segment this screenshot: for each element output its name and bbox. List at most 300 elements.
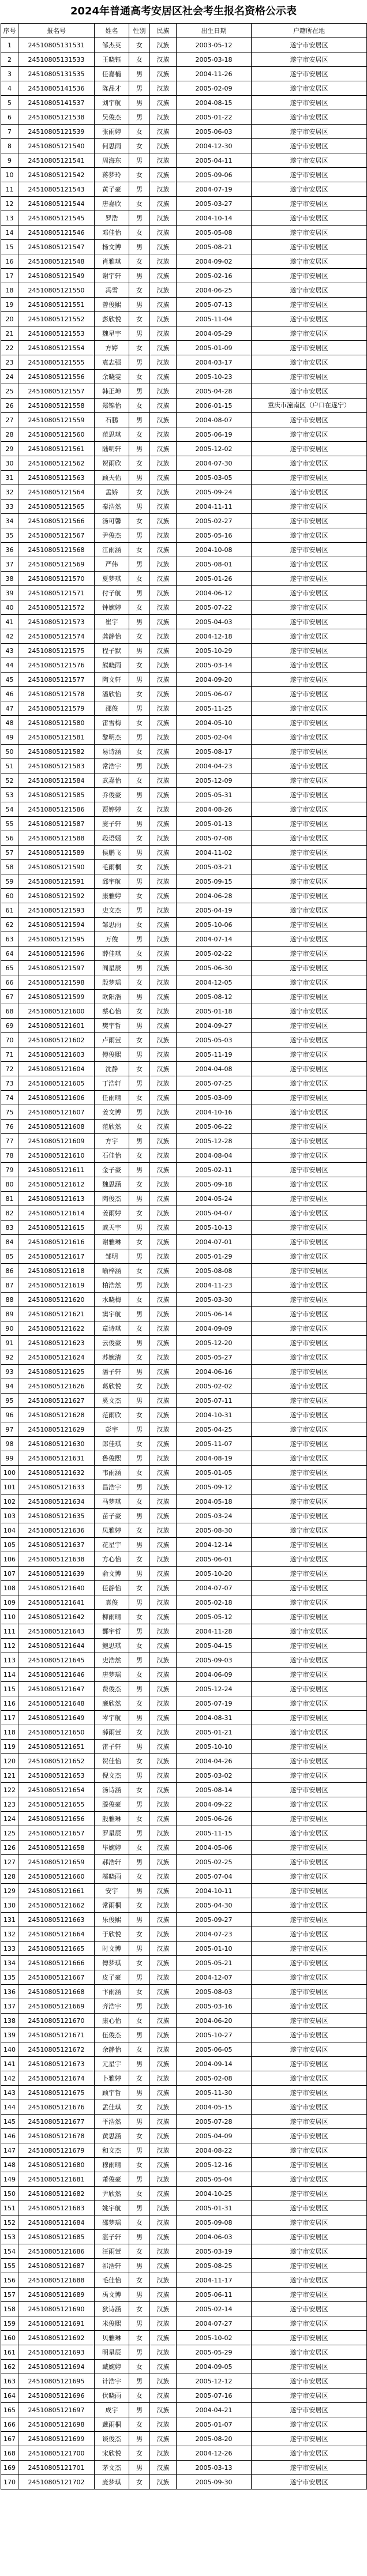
table-row — [1, 802, 367, 817]
household-location-cell: 遂宁市安居区 — [252, 831, 367, 846]
row-number-cell: 23 — [1, 355, 18, 370]
registration-number-cell: 24510805121563 — [18, 471, 95, 485]
row-number-cell: 110 — [1, 1610, 18, 1624]
ethnicity-cell: 汉族 — [150, 413, 177, 427]
household-location-cell: 遂宁市安居区 — [252, 2331, 367, 2345]
household-location-cell: 遂宁市安居区 — [252, 1105, 367, 1120]
ethnicity-cell: 汉族 — [150, 254, 177, 269]
gender-cell: 男 — [129, 1307, 150, 1321]
applicant-name-cell: 倪文杰 — [95, 1768, 129, 1783]
birth-date-cell: 2004-12-30 — [177, 139, 252, 153]
table-row — [1, 427, 367, 442]
gender-cell: 女 — [129, 1668, 150, 1682]
registration-number-cell: 24510805121554 — [18, 341, 95, 355]
household-location-cell: 遂宁市安居区 — [252, 1523, 367, 1538]
row-number-cell: 128 — [1, 1869, 18, 1884]
registration-number-cell: 24510805131531 — [18, 38, 95, 52]
birth-date-cell: 2004-10-11 — [177, 1884, 252, 1898]
ethnicity-cell: 汉族 — [150, 975, 177, 990]
applicant-name-cell: 萧俊豪 — [95, 2172, 129, 2187]
birth-date-cell: 2005-04-19 — [177, 903, 252, 918]
birth-date-cell: 2004-11-17 — [177, 2273, 252, 2288]
applicant-name-cell: 夏梦琪 — [95, 572, 129, 586]
gender-cell: 女 — [129, 1235, 150, 1249]
row-number-cell: 57 — [1, 846, 18, 860]
table-row — [1, 759, 367, 773]
ethnicity-cell: 汉族 — [150, 326, 177, 341]
birth-date-cell: 2005-02-02 — [177, 1379, 252, 1394]
table-row — [1, 975, 367, 990]
row-number-cell: 15 — [1, 240, 18, 254]
birth-date-cell: 2005-12-02 — [177, 442, 252, 456]
table-row — [1, 168, 367, 182]
household-location-cell: 遂宁市安居区 — [252, 1768, 367, 1783]
applicant-name-cell: 贾婷婷 — [95, 802, 129, 817]
table-row — [1, 2230, 367, 2244]
ethnicity-cell: 汉族 — [150, 312, 177, 326]
registration-number-cell: 24510805121566 — [18, 514, 95, 528]
birth-date-cell: 2004-08-15 — [177, 96, 252, 110]
household-location-cell: 遂宁市安居区 — [252, 2100, 367, 2115]
gender-cell: 男 — [129, 759, 150, 773]
applicant-name-cell: 秦浩然 — [95, 500, 129, 514]
row-number-cell: 168 — [1, 2446, 18, 2461]
registration-number-cell: 24510805121692 — [18, 2331, 95, 2345]
ethnicity-cell: 汉族 — [150, 1797, 177, 1812]
household-location-cell: 遂宁市安居区 — [252, 1163, 367, 1177]
gender-cell: 女 — [129, 2417, 150, 2432]
birth-date-cell: 2004-11-26 — [177, 67, 252, 81]
household-location-cell: 遂宁市安居区 — [252, 240, 367, 254]
ethnicity-cell: 汉族 — [150, 139, 177, 153]
gender-cell: 女 — [129, 1033, 150, 1047]
row-number-cell: 154 — [1, 2244, 18, 2259]
applicant-name-cell: 齐浩宇 — [95, 1999, 129, 2014]
row-number-cell: 74 — [1, 1091, 18, 1105]
gender-cell: 男 — [129, 413, 150, 427]
ethnicity-cell: 汉族 — [150, 1004, 177, 1019]
household-location-cell: 遂宁市安居区 — [252, 1235, 367, 1249]
applicant-name-cell: 邓佳怡 — [95, 226, 129, 240]
gender-cell: 男 — [129, 1365, 150, 1379]
household-location-cell: 遂宁市安居区 — [252, 2432, 367, 2446]
applicant-name-cell: 钟婉婷 — [95, 600, 129, 615]
applicant-name-cell: 喻梓涵 — [95, 1264, 129, 1278]
registration-number-cell: 24510805121589 — [18, 846, 95, 860]
gender-cell: 女 — [129, 1696, 150, 1711]
household-location-cell: 遂宁市安居区 — [252, 1437, 367, 1451]
gender-cell: 女 — [129, 1408, 150, 1422]
gender-cell: 女 — [129, 2273, 150, 2288]
registration-number-cell: 24510805121635 — [18, 1509, 95, 1523]
row-number-cell: 14 — [1, 226, 18, 240]
gender-cell: 女 — [129, 2014, 150, 2028]
registration-number-cell: 24510805121629 — [18, 1422, 95, 1437]
birth-date-cell: 2005-06-07 — [177, 687, 252, 701]
table-row — [1, 2042, 367, 2057]
registration-number-cell: 24510805121553 — [18, 326, 95, 341]
ethnicity-cell: 汉族 — [150, 1552, 177, 1567]
birth-date-cell: 2005-11-19 — [177, 1047, 252, 1062]
ethnicity-cell: 汉族 — [150, 1711, 177, 1725]
household-location-cell: 遂宁市安居区 — [252, 67, 367, 81]
table-header-row — [1, 24, 367, 38]
household-location-cell: 遂宁市安居区 — [252, 586, 367, 600]
household-location-cell: 遂宁市安居区 — [252, 2071, 367, 2086]
ethnicity-cell: 汉族 — [150, 442, 177, 456]
gender-cell: 女 — [129, 831, 150, 846]
table-row — [1, 384, 367, 399]
applicant-name-cell: 雷雪梅 — [95, 716, 129, 730]
registration-number-cell: 24510805131535 — [18, 67, 95, 81]
table-row — [1, 2316, 367, 2331]
household-location-cell: 遂宁市安居区 — [252, 182, 367, 197]
ethnicity-cell: 汉族 — [150, 831, 177, 846]
ethnicity-cell: 汉族 — [150, 1999, 177, 2014]
household-location-cell: 遂宁市安居区 — [252, 1999, 367, 2014]
household-location-cell: 遂宁市安居区 — [252, 1898, 367, 1913]
household-location-cell: 遂宁市安居区 — [252, 1711, 367, 1725]
table-row — [1, 1711, 367, 1725]
table-row — [1, 2158, 367, 2172]
row-number-cell: 24 — [1, 370, 18, 384]
registration-number-cell: 24510805121584 — [18, 773, 95, 788]
table-row — [1, 1812, 367, 1826]
household-location-cell: 遂宁市安居区 — [252, 298, 367, 312]
table-row — [1, 932, 367, 947]
table-row — [1, 2273, 367, 2288]
ethnicity-cell: 汉族 — [150, 1855, 177, 1869]
ethnicity-cell: 汉族 — [150, 1754, 177, 1768]
applicant-name-cell: 郑锦怡 — [95, 399, 129, 413]
birth-date-cell: 2005-09-12 — [177, 1480, 252, 1494]
household-location-cell: 遂宁市安居区 — [252, 1653, 367, 1668]
table-row — [1, 1970, 367, 1985]
birth-date-cell: 2005-02-16 — [177, 269, 252, 283]
registration-number-cell: 24510805141536 — [18, 81, 95, 96]
page-title: 2024年普通高考安居区社会考生报名资格公示表 — [70, 5, 297, 17]
row-number-cell: 116 — [1, 1696, 18, 1711]
gender-cell: 女 — [129, 658, 150, 673]
ethnicity-cell: 汉族 — [150, 1177, 177, 1192]
registration-number-cell: 24510805121678 — [18, 2129, 95, 2143]
gender-cell: 男 — [129, 557, 150, 572]
applicant-name-cell: 程子默 — [95, 644, 129, 658]
gender-cell: 男 — [129, 1221, 150, 1235]
ethnicity-cell: 汉族 — [150, 341, 177, 355]
household-location-cell: 遂宁市安居区 — [252, 1365, 367, 1379]
table-row — [1, 2302, 367, 2316]
row-number-cell: 100 — [1, 1466, 18, 1480]
birth-date-cell: 2005-02-27 — [177, 514, 252, 528]
table-row — [1, 226, 367, 240]
column-header: 序号 — [1, 24, 18, 38]
birth-date-cell: 2005-03-13 — [177, 2461, 252, 2475]
applicant-name-cell: 伏晓雨 — [95, 2389, 129, 2403]
birth-date-cell: 2004-07-30 — [177, 456, 252, 471]
gender-cell: 男 — [129, 2461, 150, 2475]
birth-date-cell: 2004-04-21 — [177, 2403, 252, 2417]
row-number-cell: 12 — [1, 197, 18, 211]
row-number-cell: 153 — [1, 2230, 18, 2244]
birth-date-cell: 2004-10-16 — [177, 1105, 252, 1120]
row-number-cell: 148 — [1, 2158, 18, 2172]
registration-number-cell: 24510805121652 — [18, 1754, 95, 1768]
table-row — [1, 2244, 367, 2259]
gender-cell: 女 — [129, 456, 150, 471]
registration-number-cell: 24510805121613 — [18, 1192, 95, 1206]
applicant-name-cell: 于欣悦 — [95, 1927, 129, 1942]
ethnicity-cell: 汉族 — [150, 1062, 177, 1076]
ethnicity-cell: 汉族 — [150, 52, 177, 67]
table-row — [1, 341, 367, 355]
gender-cell: 男 — [129, 615, 150, 629]
gender-cell: 女 — [129, 2071, 150, 2086]
table-row — [1, 1134, 367, 1148]
row-number-cell: 169 — [1, 2461, 18, 2475]
ethnicity-cell: 汉族 — [150, 2187, 177, 2201]
gender-cell: 男 — [129, 2230, 150, 2244]
birth-date-cell: 2004-04-23 — [177, 759, 252, 773]
ethnicity-cell: 汉族 — [150, 1451, 177, 1466]
gender-cell: 女 — [129, 1437, 150, 1451]
row-number-cell: 68 — [1, 1004, 18, 1019]
registration-number-cell: 24510805121662 — [18, 1898, 95, 1913]
table-row — [1, 2475, 367, 2489]
birth-date-cell: 2004-12-07 — [177, 1970, 252, 1985]
household-location-cell: 遂宁市安居区 — [252, 1610, 367, 1624]
registration-number-cell: 24510805121691 — [18, 2316, 95, 2331]
table-row — [1, 211, 367, 226]
table-row — [1, 2446, 367, 2461]
ethnicity-cell: 汉族 — [150, 543, 177, 557]
gender-cell: 女 — [129, 1754, 150, 1768]
gender-cell: 男 — [129, 1740, 150, 1754]
registration-number-cell: 24510805121541 — [18, 153, 95, 168]
applicant-name-cell: 康雅婷 — [95, 889, 129, 903]
gender-cell: 女 — [129, 2389, 150, 2403]
gender-cell: 男 — [129, 2086, 150, 2100]
row-number-cell: 45 — [1, 673, 18, 687]
registration-number-cell: 24510805121612 — [18, 1177, 95, 1192]
gender-cell: 男 — [129, 1336, 150, 1350]
ethnicity-cell: 汉族 — [150, 586, 177, 600]
table-row — [1, 1422, 367, 1437]
birth-date-cell: 2005-02-22 — [177, 947, 252, 961]
row-number-cell: 40 — [1, 600, 18, 615]
registration-number-cell: 24510805121551 — [18, 298, 95, 312]
table-row — [1, 990, 367, 1004]
household-location-cell: 遂宁市安居区 — [252, 2345, 367, 2360]
gender-cell: 女 — [129, 139, 150, 153]
registration-number-cell: 24510805121587 — [18, 817, 95, 831]
gender-cell: 男 — [129, 269, 150, 283]
applicant-name-cell: 尹俊杰 — [95, 528, 129, 543]
table-row — [1, 1148, 367, 1163]
registration-number-cell: 24510805121594 — [18, 918, 95, 932]
table-row — [1, 1019, 367, 1033]
birth-date-cell: 2004-06-16 — [177, 1365, 252, 1379]
ethnicity-cell: 汉族 — [150, 1494, 177, 1509]
applicant-name-cell: 奚文杰 — [95, 1394, 129, 1408]
applicant-name-cell: 方婷 — [95, 341, 129, 355]
gender-cell: 男 — [129, 1278, 150, 1293]
registration-number-cell: 24510805121636 — [18, 1523, 95, 1538]
gender-cell: 男 — [129, 2403, 150, 2417]
applicant-name-cell: 谈俊杰 — [95, 2432, 129, 2446]
gender-cell: 男 — [129, 817, 150, 831]
row-number-cell: 80 — [1, 1177, 18, 1192]
ethnicity-cell: 汉族 — [150, 2316, 177, 2331]
birth-date-cell: 2005-02-09 — [177, 81, 252, 96]
table-row — [1, 1913, 367, 1927]
applicant-name-cell: 段语嫣 — [95, 831, 129, 846]
household-location-cell: 遂宁市安居区 — [252, 1668, 367, 1682]
birth-date-cell: 2005-01-29 — [177, 1249, 252, 1264]
table-row — [1, 1754, 367, 1768]
registration-number-cell: 24510805121668 — [18, 1985, 95, 1999]
row-number-cell: 160 — [1, 2331, 18, 2345]
row-number-cell: 53 — [1, 788, 18, 802]
birth-date-cell: 2005-10-10 — [177, 1740, 252, 1754]
birth-date-cell: 2005-06-03 — [177, 125, 252, 139]
birth-date-cell: 2004-06-09 — [177, 1668, 252, 1682]
gender-cell: 女 — [129, 2244, 150, 2259]
registration-number-cell: 24510805121698 — [18, 2417, 95, 2432]
ethnicity-cell: 汉族 — [150, 81, 177, 96]
table-row — [1, 1163, 367, 1177]
gender-cell: 女 — [129, 1062, 150, 1076]
row-number-cell: 34 — [1, 514, 18, 528]
birth-date-cell: 2005-03-21 — [177, 860, 252, 874]
row-number-cell: 149 — [1, 2172, 18, 2187]
gender-cell: 男 — [129, 1624, 150, 1639]
ethnicity-cell: 汉族 — [150, 2432, 177, 2446]
ethnicity-cell: 汉族 — [150, 990, 177, 1004]
applicant-name-cell: 魏星宇 — [95, 326, 129, 341]
household-location-cell: 遂宁市安居区 — [252, 1855, 367, 1869]
birth-date-cell: 2005-01-05 — [177, 1466, 252, 1480]
household-location-cell: 遂宁市安居区 — [252, 1682, 367, 1696]
row-number-cell: 113 — [1, 1653, 18, 1668]
row-number-cell: 122 — [1, 1783, 18, 1797]
ethnicity-cell: 汉族 — [150, 125, 177, 139]
applicant-name-cell: 茅文杰 — [95, 2461, 129, 2475]
birth-date-cell: 2005-05-12 — [177, 1610, 252, 1624]
row-number-cell: 32 — [1, 485, 18, 500]
registration-number-cell: 24510805121558 — [18, 399, 95, 413]
table-row — [1, 2331, 367, 2345]
registration-number-cell: 24510805121664 — [18, 1927, 95, 1942]
birth-date-cell: 2005-08-21 — [177, 240, 252, 254]
row-number-cell: 44 — [1, 658, 18, 673]
applicant-name-cell: 阎星辰 — [95, 961, 129, 975]
registration-number-cell: 24510805121615 — [18, 1221, 95, 1235]
column-header: 性别 — [129, 24, 150, 38]
gender-cell: 男 — [129, 471, 150, 485]
ethnicity-cell: 汉族 — [150, 2071, 177, 2086]
ethnicity-cell: 汉族 — [150, 2389, 177, 2403]
row-number-cell: 51 — [1, 759, 18, 773]
ethnicity-cell: 汉族 — [150, 1221, 177, 1235]
gender-cell: 男 — [129, 240, 150, 254]
table-row — [1, 153, 367, 168]
ethnicity-cell: 汉族 — [150, 817, 177, 831]
ethnicity-cell: 汉族 — [150, 1740, 177, 1754]
registration-number-cell: 24510805121679 — [18, 2143, 95, 2158]
registration-number-cell: 24510805121560 — [18, 427, 95, 442]
household-location-cell: 遂宁市安居区 — [252, 312, 367, 326]
gender-cell: 女 — [129, 254, 150, 269]
table-row — [1, 730, 367, 745]
row-number-cell: 103 — [1, 1509, 18, 1523]
row-number-cell: 60 — [1, 889, 18, 903]
birth-date-cell: 2005-06-01 — [177, 1552, 252, 1567]
household-location-cell: 遂宁市安居区 — [252, 2446, 367, 2461]
applicant-name-cell: 彭欣悦 — [95, 312, 129, 326]
row-number-cell: 170 — [1, 2475, 18, 2489]
applicant-name-cell: 汪雨萱 — [95, 2244, 129, 2259]
ethnicity-cell: 汉族 — [150, 2115, 177, 2129]
applicant-name-cell: 汤可馨 — [95, 514, 129, 528]
ethnicity-cell: 汉族 — [150, 1120, 177, 1134]
table-row — [1, 1639, 367, 1653]
ethnicity-cell: 汉族 — [150, 1163, 177, 1177]
household-location-cell: 遂宁市安居区 — [252, 1307, 367, 1321]
ethnicity-cell: 汉族 — [150, 1192, 177, 1206]
table-row — [1, 2259, 367, 2273]
applicant-name-cell: 韦雨涵 — [95, 1466, 129, 1480]
table-row — [1, 2417, 367, 2432]
birth-date-cell: 2005-01-13 — [177, 817, 252, 831]
table-row — [1, 1047, 367, 1062]
household-location-cell: 遂宁市安居区 — [252, 2158, 367, 2172]
household-location-cell: 遂宁市安居区 — [252, 1134, 367, 1148]
table-row — [1, 1451, 367, 1466]
table-row — [1, 1321, 367, 1336]
ethnicity-cell: 汉族 — [150, 2403, 177, 2417]
household-location-cell: 遂宁市安居区 — [252, 2302, 367, 2316]
birth-date-cell: 2004-07-19 — [177, 182, 252, 197]
ethnicity-cell: 汉族 — [150, 1466, 177, 1480]
registration-number-cell: 24510805121544 — [18, 197, 95, 211]
row-number-cell: 151 — [1, 2201, 18, 2215]
registration-number-cell: 24510805121663 — [18, 1913, 95, 1927]
row-number-cell: 66 — [1, 975, 18, 990]
birth-date-cell: 2005-02-04 — [177, 730, 252, 745]
registration-number-cell: 24510805121539 — [18, 125, 95, 139]
registration-number-cell: 24510805121643 — [18, 1624, 95, 1639]
applicant-name-cell: 庞子轩 — [95, 817, 129, 831]
gender-cell: 女 — [129, 1350, 150, 1365]
registration-number-cell: 24510805121598 — [18, 975, 95, 990]
household-location-cell: 遂宁市安居区 — [252, 139, 367, 153]
household-location-cell: 遂宁市安居区 — [252, 947, 367, 961]
birth-date-cell: 2005-04-28 — [177, 384, 252, 399]
ethnicity-cell: 汉族 — [150, 1970, 177, 1985]
row-number-cell: 13 — [1, 211, 18, 226]
birth-date-cell: 2004-12-05 — [177, 975, 252, 990]
birth-date-cell: 2004-08-26 — [177, 802, 252, 817]
row-number-cell: 147 — [1, 2143, 18, 2158]
birth-date-cell: 2005-10-29 — [177, 644, 252, 658]
row-number-cell: 9 — [1, 153, 18, 168]
household-location-cell: 遂宁市安居区 — [252, 716, 367, 730]
birth-date-cell: 2005-04-07 — [177, 1206, 252, 1221]
applicant-name-cell: 邱宇航 — [95, 874, 129, 889]
birth-date-cell: 2004-12-14 — [177, 1538, 252, 1552]
row-number-cell: 157 — [1, 2288, 18, 2302]
